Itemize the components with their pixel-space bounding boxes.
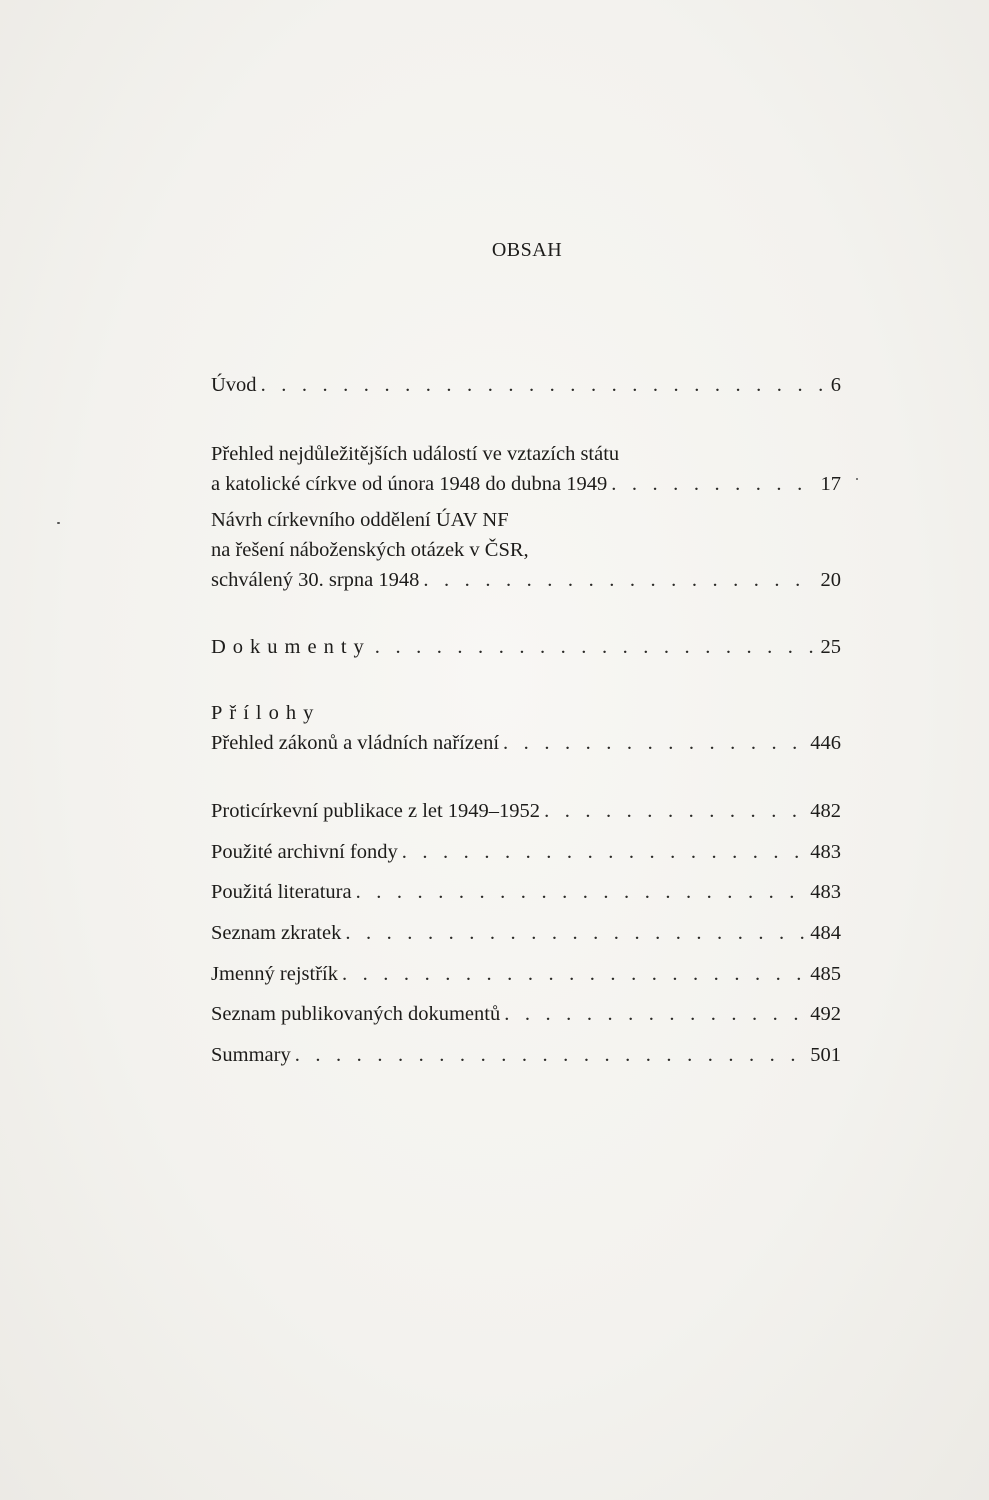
toc-entry-title: Proticírkevní publikace z let 1949–1952 (211, 800, 541, 822)
toc-entry-line: Návrh církevního oddělení ÚAV NF (211, 509, 509, 531)
toc-leader-dots (504, 999, 806, 1029)
toc-entry-navrh (211, 505, 841, 595)
toc-entry-uvod (211, 370, 841, 400)
toc-leader-dots (423, 565, 816, 595)
toc-page-number: 482 (810, 800, 841, 822)
toc-entry-title: Summary (211, 1044, 291, 1066)
toc-entry-title: Přehled zákonů a vládních nařízení (211, 732, 500, 754)
toc-page-number: 483 (810, 881, 841, 903)
toc-leader-dots (356, 877, 807, 907)
toc-entry-rejstrik (211, 959, 841, 989)
toc-entry-title: Dokumenty (211, 636, 371, 658)
toc-entry-prehled-zakonu (211, 728, 841, 758)
toc-page-number: 492 (810, 1003, 841, 1025)
toc-entry-title: Úvod (211, 374, 257, 396)
toc-row (211, 837, 841, 867)
toc-leader-dots (261, 370, 827, 400)
toc-row (211, 999, 841, 1029)
toc-entry-literatura (211, 877, 841, 907)
toc-entry-line: Přehled nejdůležitějších událostí ve vztazích státu (211, 443, 620, 465)
toc-leader-dots (345, 918, 806, 948)
toc-entry-summary (211, 1040, 841, 1070)
toc-entry-title: a katolické církve od února 1948 do dubna 1949 (211, 473, 608, 495)
toc-section-prilohy (211, 698, 841, 728)
toc-entry-title: Seznam zkratek (211, 922, 342, 944)
toc-page-number: 484 (810, 922, 841, 944)
toc-entry-title: Použitá literatura (211, 881, 352, 903)
toc-page-number: 25 (820, 636, 841, 658)
toc-entry-title: Jmenný rejstřík (211, 963, 338, 985)
toc-leader-dots (402, 837, 807, 867)
toc-entry-title: schválený 30. srpna 1948 (211, 569, 420, 591)
toc-row (211, 728, 841, 758)
toc-entry-line: na řešení náboženských otázek v ČSR, (211, 539, 529, 561)
toc-row (211, 959, 841, 989)
toc-page-number: 485 (810, 963, 841, 985)
toc-page-number: 20 (820, 569, 841, 591)
paper-speck (856, 478, 858, 480)
toc-entry-proticirkevni (211, 796, 841, 826)
toc-leader-dots (295, 1040, 807, 1070)
toc-leader-dots (342, 959, 806, 989)
toc-page-number: 483 (810, 841, 841, 863)
toc-entry-prehled-udalosti (211, 439, 841, 499)
toc-leader-dots (503, 728, 806, 758)
toc-entry-publikovane-dokumenty (211, 999, 841, 1029)
paper-speck (57, 522, 60, 524)
toc-page-number: 446 (810, 732, 841, 754)
toc-leader-dots (375, 632, 817, 662)
toc-entry-title: Použité archivní fondy (211, 841, 398, 863)
toc-row (211, 370, 841, 400)
toc-page-number: 501 (810, 1044, 841, 1066)
toc-row (211, 565, 841, 595)
toc-page-number: 17 (820, 473, 841, 495)
toc-row (211, 796, 841, 826)
toc-page-number: 6 (830, 374, 841, 396)
toc-entry-archivni-fondy (211, 837, 841, 867)
toc-row (211, 1040, 841, 1070)
toc-entry-title: Seznam publikovaných dokumentů (211, 1003, 501, 1025)
toc-leader-dots (611, 469, 816, 499)
toc-section-heading: Přílohy (211, 702, 321, 724)
toc-row (211, 469, 841, 499)
toc-row (211, 877, 841, 907)
toc-entry-dokumenty (211, 632, 841, 662)
toc-row (211, 918, 841, 948)
toc-leader-dots (544, 796, 806, 826)
toc-entry-zkratky (211, 918, 841, 948)
toc-row (211, 632, 841, 662)
page-title: OBSAH (491, 239, 563, 261)
